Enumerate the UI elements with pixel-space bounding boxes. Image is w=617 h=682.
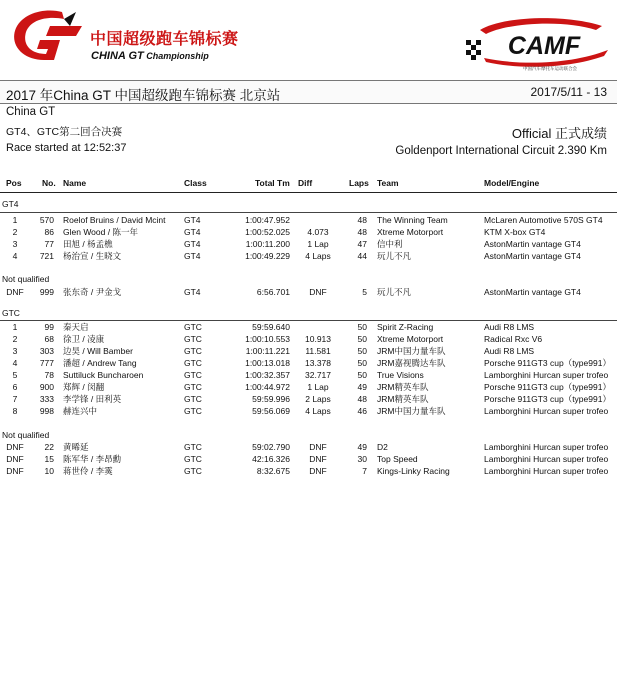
cell-team: JRM中国力量车队 — [377, 406, 446, 416]
cell-name: 黄晞延 — [63, 442, 89, 452]
cell-diff: 4 Laps — [305, 406, 331, 416]
column-header-team: Team — [377, 178, 399, 188]
cell-diff: 11.581 — [305, 346, 331, 356]
column-header-no: No. — [42, 178, 56, 188]
cell-laps: 30 — [357, 454, 367, 464]
cell-pos: 2 — [12, 334, 18, 344]
cell-team: 玩儿不凡 — [377, 251, 412, 261]
cell-laps: 47 — [357, 239, 367, 249]
cell-no: 777 — [39, 358, 54, 368]
cell-diff: 2 Laps — [305, 394, 331, 404]
cell-diff: 4.073 — [307, 227, 329, 237]
cell-name: 边昊 / Will Bamber — [63, 346, 133, 356]
cell-class: GTC — [184, 370, 202, 380]
column-header-model: Model/Engine — [484, 178, 540, 188]
cell-class: GTC — [184, 454, 202, 464]
table-row — [0, 321, 617, 333]
cell-team: Spirit Z-Racing — [377, 322, 434, 332]
cell-pos: DNF — [6, 442, 24, 452]
cell-diff: DNF — [309, 454, 327, 464]
cell-diff: 10.913 — [305, 334, 331, 344]
cell-model: Lamborghini Hurcan super trofeo — [484, 406, 609, 416]
china-gt-logo — [10, 6, 239, 72]
cell-model: McLaren Automotive 570S GT4 — [484, 215, 603, 225]
cell-class: GTC — [184, 346, 202, 356]
cell-class: GTC — [184, 406, 202, 416]
cell-name: 徐卫 / 凌康 — [63, 334, 105, 344]
cell-pos: DNF — [6, 466, 24, 476]
table-row — [0, 393, 617, 405]
cell-class: GT4 — [184, 239, 201, 249]
cell-model: Audi R8 LMS — [484, 346, 535, 356]
cell-model: Porsche 911GT3 cup（type991） — [484, 382, 611, 392]
cell-laps: 48 — [357, 394, 367, 404]
section-divider — [0, 212, 617, 213]
cell-team: JRM精英车队 — [377, 382, 429, 392]
table-row — [0, 381, 617, 393]
cell-pos: DNF — [6, 287, 24, 297]
cell-model: Lamborghini Hurcan super trofeo — [484, 466, 609, 476]
cell-diff: 13.378 — [305, 358, 331, 368]
cell-diff: 1 Lap — [307, 382, 329, 392]
table-row — [0, 333, 617, 345]
camf-logo-text: CAMF — [507, 32, 581, 60]
cell-name: 杨治宣 / 生晓文 — [63, 251, 122, 261]
cell-laps: 49 — [357, 382, 367, 392]
cell-model: Audi R8 LMS — [484, 322, 535, 332]
cell-no: 721 — [39, 251, 54, 261]
cell-laps: 50 — [357, 322, 367, 332]
cell-total-time: 1:00:44.972 — [245, 382, 290, 392]
cell-name: Glen Wood / 陈一年 — [63, 227, 138, 237]
cell-no: 86 — [44, 227, 54, 237]
cell-class: GT4 — [184, 215, 201, 225]
cell-laps: 50 — [357, 358, 367, 368]
column-header-total-time: Total Tm — [255, 178, 290, 188]
cell-pos: 1 — [12, 215, 18, 225]
cell-model: Lamborghini Hurcan super trofeo — [484, 442, 609, 452]
cell-model: Porsche 911GT3 cup（type991） — [484, 394, 611, 404]
table-row — [0, 250, 617, 262]
cell-no: 10 — [44, 466, 54, 476]
cell-team: D2 — [377, 442, 388, 452]
cell-laps: 48 — [357, 215, 367, 225]
cell-no: 99 — [44, 322, 54, 332]
china-gt-english-suffix: Championship — [146, 51, 209, 61]
table-row — [0, 286, 617, 298]
cell-diff: 32.717 — [305, 370, 331, 380]
cell-total-time: 1:00:47.952 — [245, 215, 290, 225]
column-header-laps: Laps — [349, 178, 369, 188]
cell-laps: 5 — [362, 287, 367, 297]
cell-total-time: 1:00:32.357 — [245, 370, 290, 380]
cell-total-time: 1:00:52.025 — [245, 227, 290, 237]
cell-pos: 7 — [12, 394, 18, 404]
cell-total-time: 59:59.640 — [252, 322, 290, 332]
section-label: GT4 — [2, 199, 19, 209]
cell-team: Xtreme Motorport — [377, 334, 444, 344]
cell-no: 900 — [39, 382, 54, 392]
cell-team: 信中利 — [377, 239, 403, 249]
cell-no: 15 — [44, 454, 54, 464]
cell-total-time: 1:00:10.553 — [245, 334, 290, 344]
cell-name: 田旭 / 杨孟樵 — [63, 239, 113, 249]
cell-total-time: 59:59.996 — [252, 394, 290, 404]
cell-pos: 2 — [12, 227, 18, 237]
china-gt-english-prefix: CHINA GT — [91, 50, 144, 62]
cell-laps: 50 — [357, 334, 367, 344]
cell-name: 郑辉 / 闵翻 — [63, 382, 105, 392]
cell-name: Suttiluck Buncharoen — [63, 370, 144, 380]
column-header-diff: Diff — [298, 178, 313, 188]
cell-name: 李学锋 / 田利英 — [63, 394, 122, 404]
cell-laps: 50 — [357, 370, 367, 380]
cell-pos: 5 — [12, 370, 18, 380]
section-label: Not qualified — [2, 430, 50, 440]
cell-laps: 48 — [357, 227, 367, 237]
table-row — [0, 405, 617, 417]
table-row — [0, 453, 617, 465]
cell-class: GT4 — [184, 287, 201, 297]
circuit-name: Goldenport International Circuit 2.390 Km — [395, 145, 607, 157]
cell-name: 赫连兴中 — [63, 406, 98, 416]
cell-no: 303 — [39, 346, 54, 356]
cell-team: Top Speed — [377, 454, 418, 464]
cell-name: 潘超 / Andrew Tang — [63, 358, 137, 368]
cell-pos: 3 — [12, 346, 18, 356]
cell-name: 秦天启 — [63, 322, 89, 332]
cell-model: KTM X-box GT4 — [484, 227, 546, 237]
cell-class: GTC — [184, 442, 202, 452]
cell-pos: DNF — [6, 454, 24, 464]
cell-pos: 4 — [12, 251, 18, 261]
cell-no: 22 — [44, 442, 54, 452]
table-row — [0, 369, 617, 381]
table-row — [0, 345, 617, 357]
cell-diff: DNF — [309, 287, 327, 297]
cell-no: 333 — [39, 394, 54, 404]
cell-model: Lamborghini Hurcan super trofeo — [484, 454, 609, 464]
cell-team: True Visions — [377, 370, 424, 380]
cell-no: 78 — [44, 370, 54, 380]
cell-model: AstonMartin vantage GT4 — [484, 287, 581, 297]
race-start-time: Race started at 12:52:37 — [6, 142, 127, 154]
cell-class: GTC — [184, 394, 202, 404]
cell-laps: 50 — [357, 346, 367, 356]
cell-name: 张东奇 / 尹金戈 — [63, 287, 122, 297]
table-row — [0, 441, 617, 453]
cell-diff: 4 Laps — [305, 251, 331, 261]
cell-no: 999 — [39, 287, 54, 297]
race-name: GT4、GTC第二回合决赛 — [6, 126, 123, 138]
cell-team: Xtreme Motorport — [377, 227, 444, 237]
camf-checkered-flag-icon — [466, 40, 481, 60]
cell-no: 570 — [39, 215, 54, 225]
table-row — [0, 357, 617, 369]
cell-diff: 1 Lap — [307, 239, 329, 249]
china-gt-english-title — [91, 50, 209, 62]
cell-pos: 6 — [12, 382, 18, 392]
cell-class: GTC — [184, 466, 202, 476]
cell-class: GT4 — [184, 227, 201, 237]
cell-model: AstonMartin vantage GT4 — [484, 239, 581, 249]
section-label: Not qualified — [2, 274, 50, 284]
cell-model: AstonMartin vantage GT4 — [484, 251, 581, 261]
cell-class: GTC — [184, 334, 202, 344]
cell-model: Lamborghini Hurcan super trofeo — [484, 370, 609, 380]
series-name: China GT — [6, 106, 56, 118]
column-header-name: Name — [63, 178, 87, 188]
cell-team: JRM嘉视腾达车队 — [377, 358, 446, 368]
cell-team: Kings-Linky Racing — [377, 466, 450, 476]
cell-name: Roelof Bruins / David Mcint — [63, 215, 166, 225]
table-row — [0, 238, 617, 250]
china-gt-g-logo-icon — [10, 6, 84, 66]
cell-team: JRM精英车队 — [377, 394, 429, 404]
china-gt-chinese-title: 中国超级跑车锦标赛 — [90, 29, 239, 48]
cell-no: 77 — [44, 239, 54, 249]
cell-pos: 3 — [12, 239, 18, 249]
cell-total-time: 42:16.326 — [252, 454, 290, 464]
cell-total-time: 59:56.069 — [252, 406, 290, 416]
cell-diff: DNF — [309, 466, 327, 476]
column-header-pos: Pos — [6, 178, 22, 188]
cell-total-time: 1:00:13.018 — [245, 358, 290, 368]
cell-laps: 44 — [357, 251, 367, 261]
event-date: 2017/5/11 - 13 — [530, 85, 607, 99]
cell-diff: DNF — [309, 442, 327, 452]
cell-class: GTC — [184, 322, 202, 332]
cell-no: 68 — [44, 334, 54, 344]
camf-logo — [462, 14, 612, 72]
cell-total-time: 1:00:11.200 — [245, 239, 290, 249]
table-row — [0, 226, 617, 238]
official-results-label: Official 正式成绩 — [511, 126, 607, 141]
cell-pos: 8 — [12, 406, 18, 416]
cell-total-time: 1:00:49.229 — [245, 251, 290, 261]
cell-class: GTC — [184, 358, 202, 368]
section-label: GTC — [2, 308, 20, 318]
cell-total-time: 6:56.701 — [256, 287, 290, 297]
cell-pos: 1 — [12, 322, 18, 332]
cell-laps: 49 — [357, 442, 367, 452]
cell-class: GTC — [184, 382, 202, 392]
camf-logo-subtext: 中国汽车摩托车运动联合会 — [523, 67, 577, 72]
cell-team: JRM中国力量车队 — [377, 346, 446, 356]
cell-name: 陈军华 / 李昂勳 — [63, 454, 122, 464]
table-row — [0, 214, 617, 226]
cell-model: Porsche 911GT3 cup（type991） — [484, 358, 611, 368]
cell-model: Radical Rxc V6 — [484, 334, 543, 344]
cell-total-time: 1:00:11.221 — [245, 346, 290, 356]
column-header-class: Class — [184, 178, 207, 188]
event-header-bar — [0, 80, 617, 104]
cell-laps: 7 — [362, 466, 367, 476]
cell-team: 玩儿不凡 — [377, 287, 412, 297]
cell-name: 蒋世伶 / 李霙 — [63, 466, 113, 476]
cell-no: 998 — [39, 406, 54, 416]
cell-pos: 4 — [12, 358, 18, 368]
cell-team: The Winning Team — [377, 215, 448, 225]
cell-total-time: 59:02.790 — [252, 442, 290, 452]
results-column-headers — [0, 174, 617, 193]
event-title: 2017 年China GT 中国超级跑车锦标赛 北京站 — [6, 88, 281, 103]
cell-total-time: 8:32.675 — [256, 466, 290, 476]
cell-class: GT4 — [184, 251, 201, 261]
table-row — [0, 465, 617, 477]
cell-laps: 46 — [357, 406, 367, 416]
